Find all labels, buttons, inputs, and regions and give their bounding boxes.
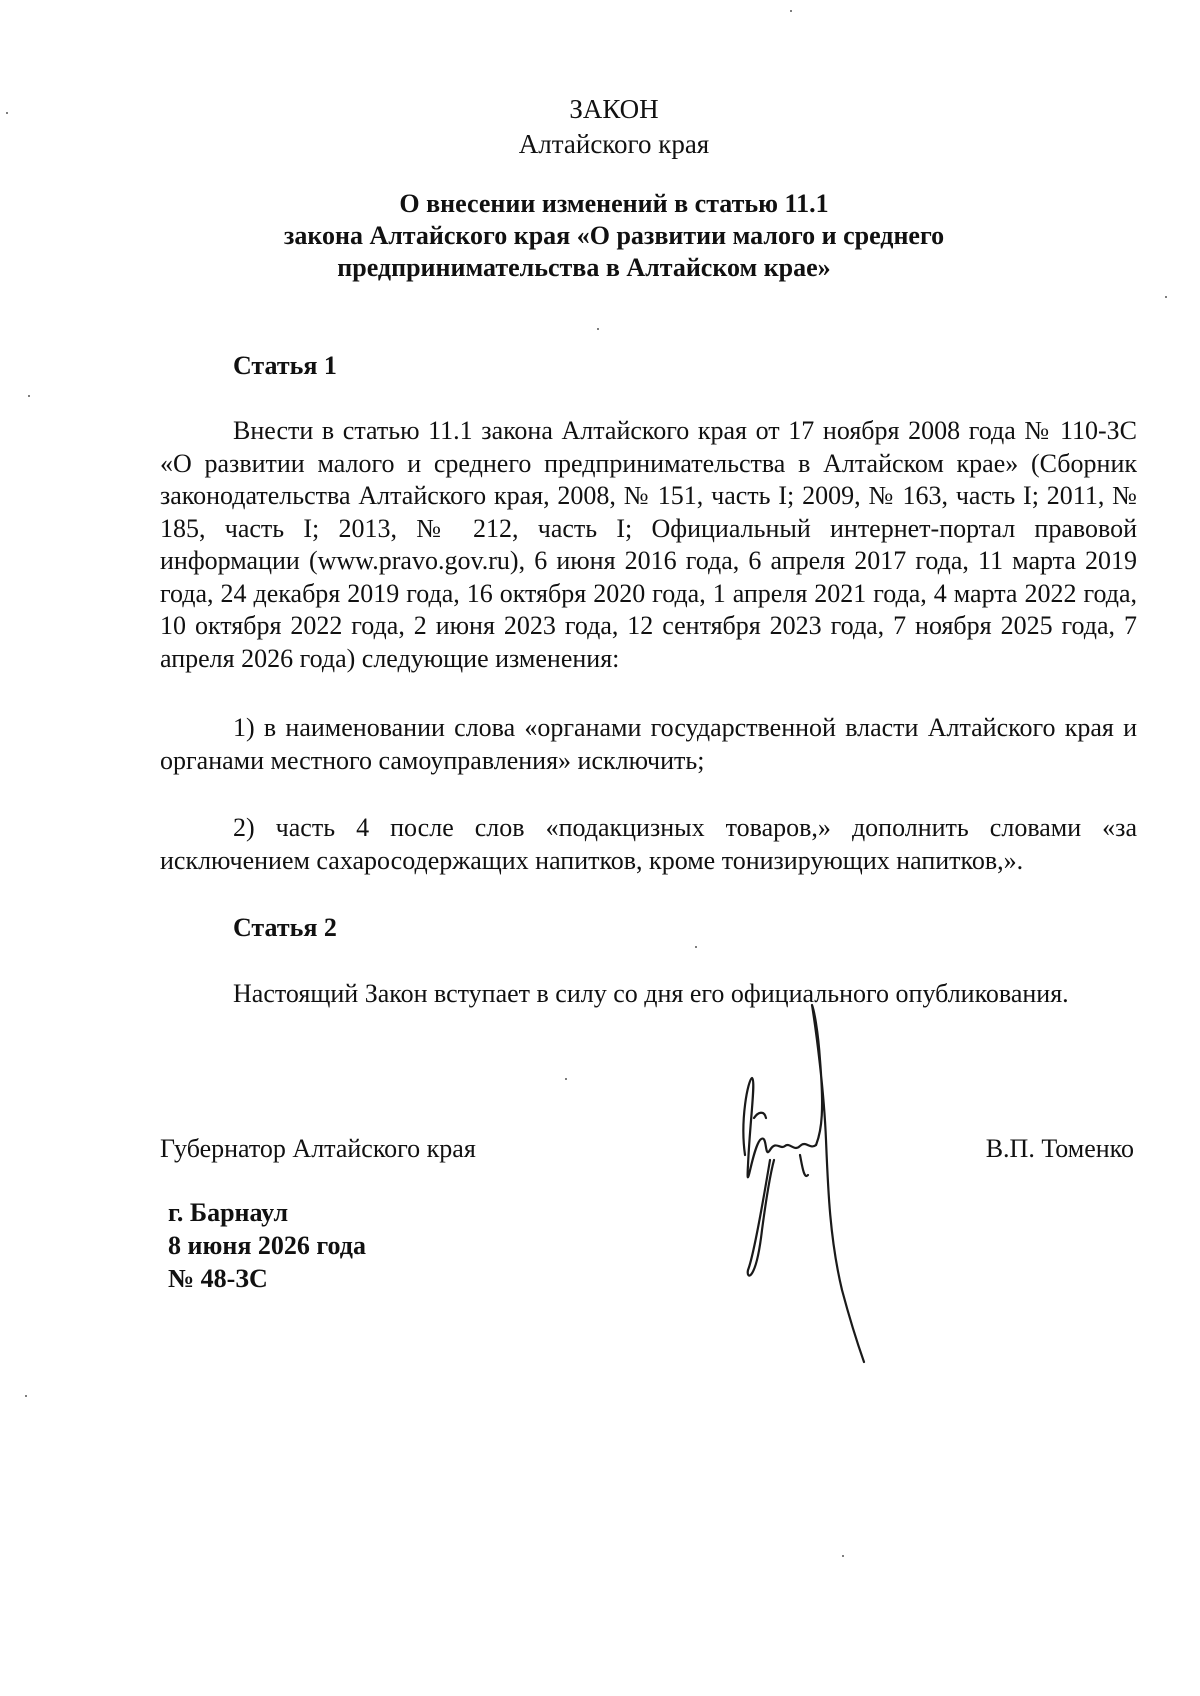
signer-name: В.П. Томенко [985, 1134, 1134, 1163]
scan-speck [695, 946, 697, 948]
article-2-paragraph: Настоящий Закон вступает в силу со дня его официального опубликования. [233, 979, 1069, 1008]
title-line-2: закона Алтайского края «О развитии малого и среднего [283, 221, 945, 250]
handwritten-signature-icon [730, 1000, 910, 1370]
article-1-item-2: 2) часть 4 после слов «подакцизных товаров,» дополнить словами «за исключением сахаросодержащих напитков, кроме тонизирующих напитков,». [160, 813, 1137, 875]
signing-date: 8 июня 2026 года [168, 1231, 366, 1260]
scan-speck [6, 112, 8, 114]
document-title [14, 188, 1200, 284]
scan-speck [1165, 296, 1167, 298]
article-1-item-1: 1) в наименовании слова «органами государственной власти Алтайского края и органами местного самоуправления» исключить; [160, 713, 1137, 775]
scan-speck [842, 1555, 844, 1557]
title-line-1: О внесении изменений в статью 11.1 [399, 189, 829, 218]
scan-speck [28, 395, 30, 397]
scan-speck [790, 10, 792, 12]
signer-position: Губернатор Алтайского края [160, 1134, 476, 1163]
place-date-number [168, 1196, 366, 1295]
article-1-heading: Статья 1 [233, 351, 337, 380]
signing-place: г. Барнаул [168, 1198, 289, 1227]
scan-speck [565, 1078, 567, 1080]
article-1-main-paragraph: Внести в статью 11.1 закона Алтайского края от 17 ноября 2008 года № 110-ЗС «О развитии малого и среднего предпринимательства в Алтайском крае» (Сборник законодательства Алтайского края, 2008, № 151, часть I; 2009, № 163, часть I; 2011, № 185, часть I; 2013, № 212, часть I; Официальный интернет-портал правовой информации (www.pravo.gov.ru), 6 июня 2016 года, 6 апреля 2017 года, 11 марта 2019 года, 24 декабря 2019 года, 16 октября 2020 года, 1 апреля 2021 года, 4 марта 2022 года, 10 октября 2022 года, 2 июня 2023 года, 12 сентября 2023 года, 7 ноября 2025 года, 7 апреля 2026 года) следующие изменения: [160, 416, 1137, 673]
document-region: Алтайского края [518, 129, 710, 159]
law-number: № 48-ЗС [168, 1264, 268, 1293]
title-line-3: предпринимательства в Алтайском крае» [337, 253, 831, 282]
scan-speck [25, 1395, 27, 1397]
document-type: ЗАКОН [569, 94, 659, 124]
scan-speck [597, 328, 599, 330]
article-2-heading: Статья 2 [233, 913, 337, 942]
